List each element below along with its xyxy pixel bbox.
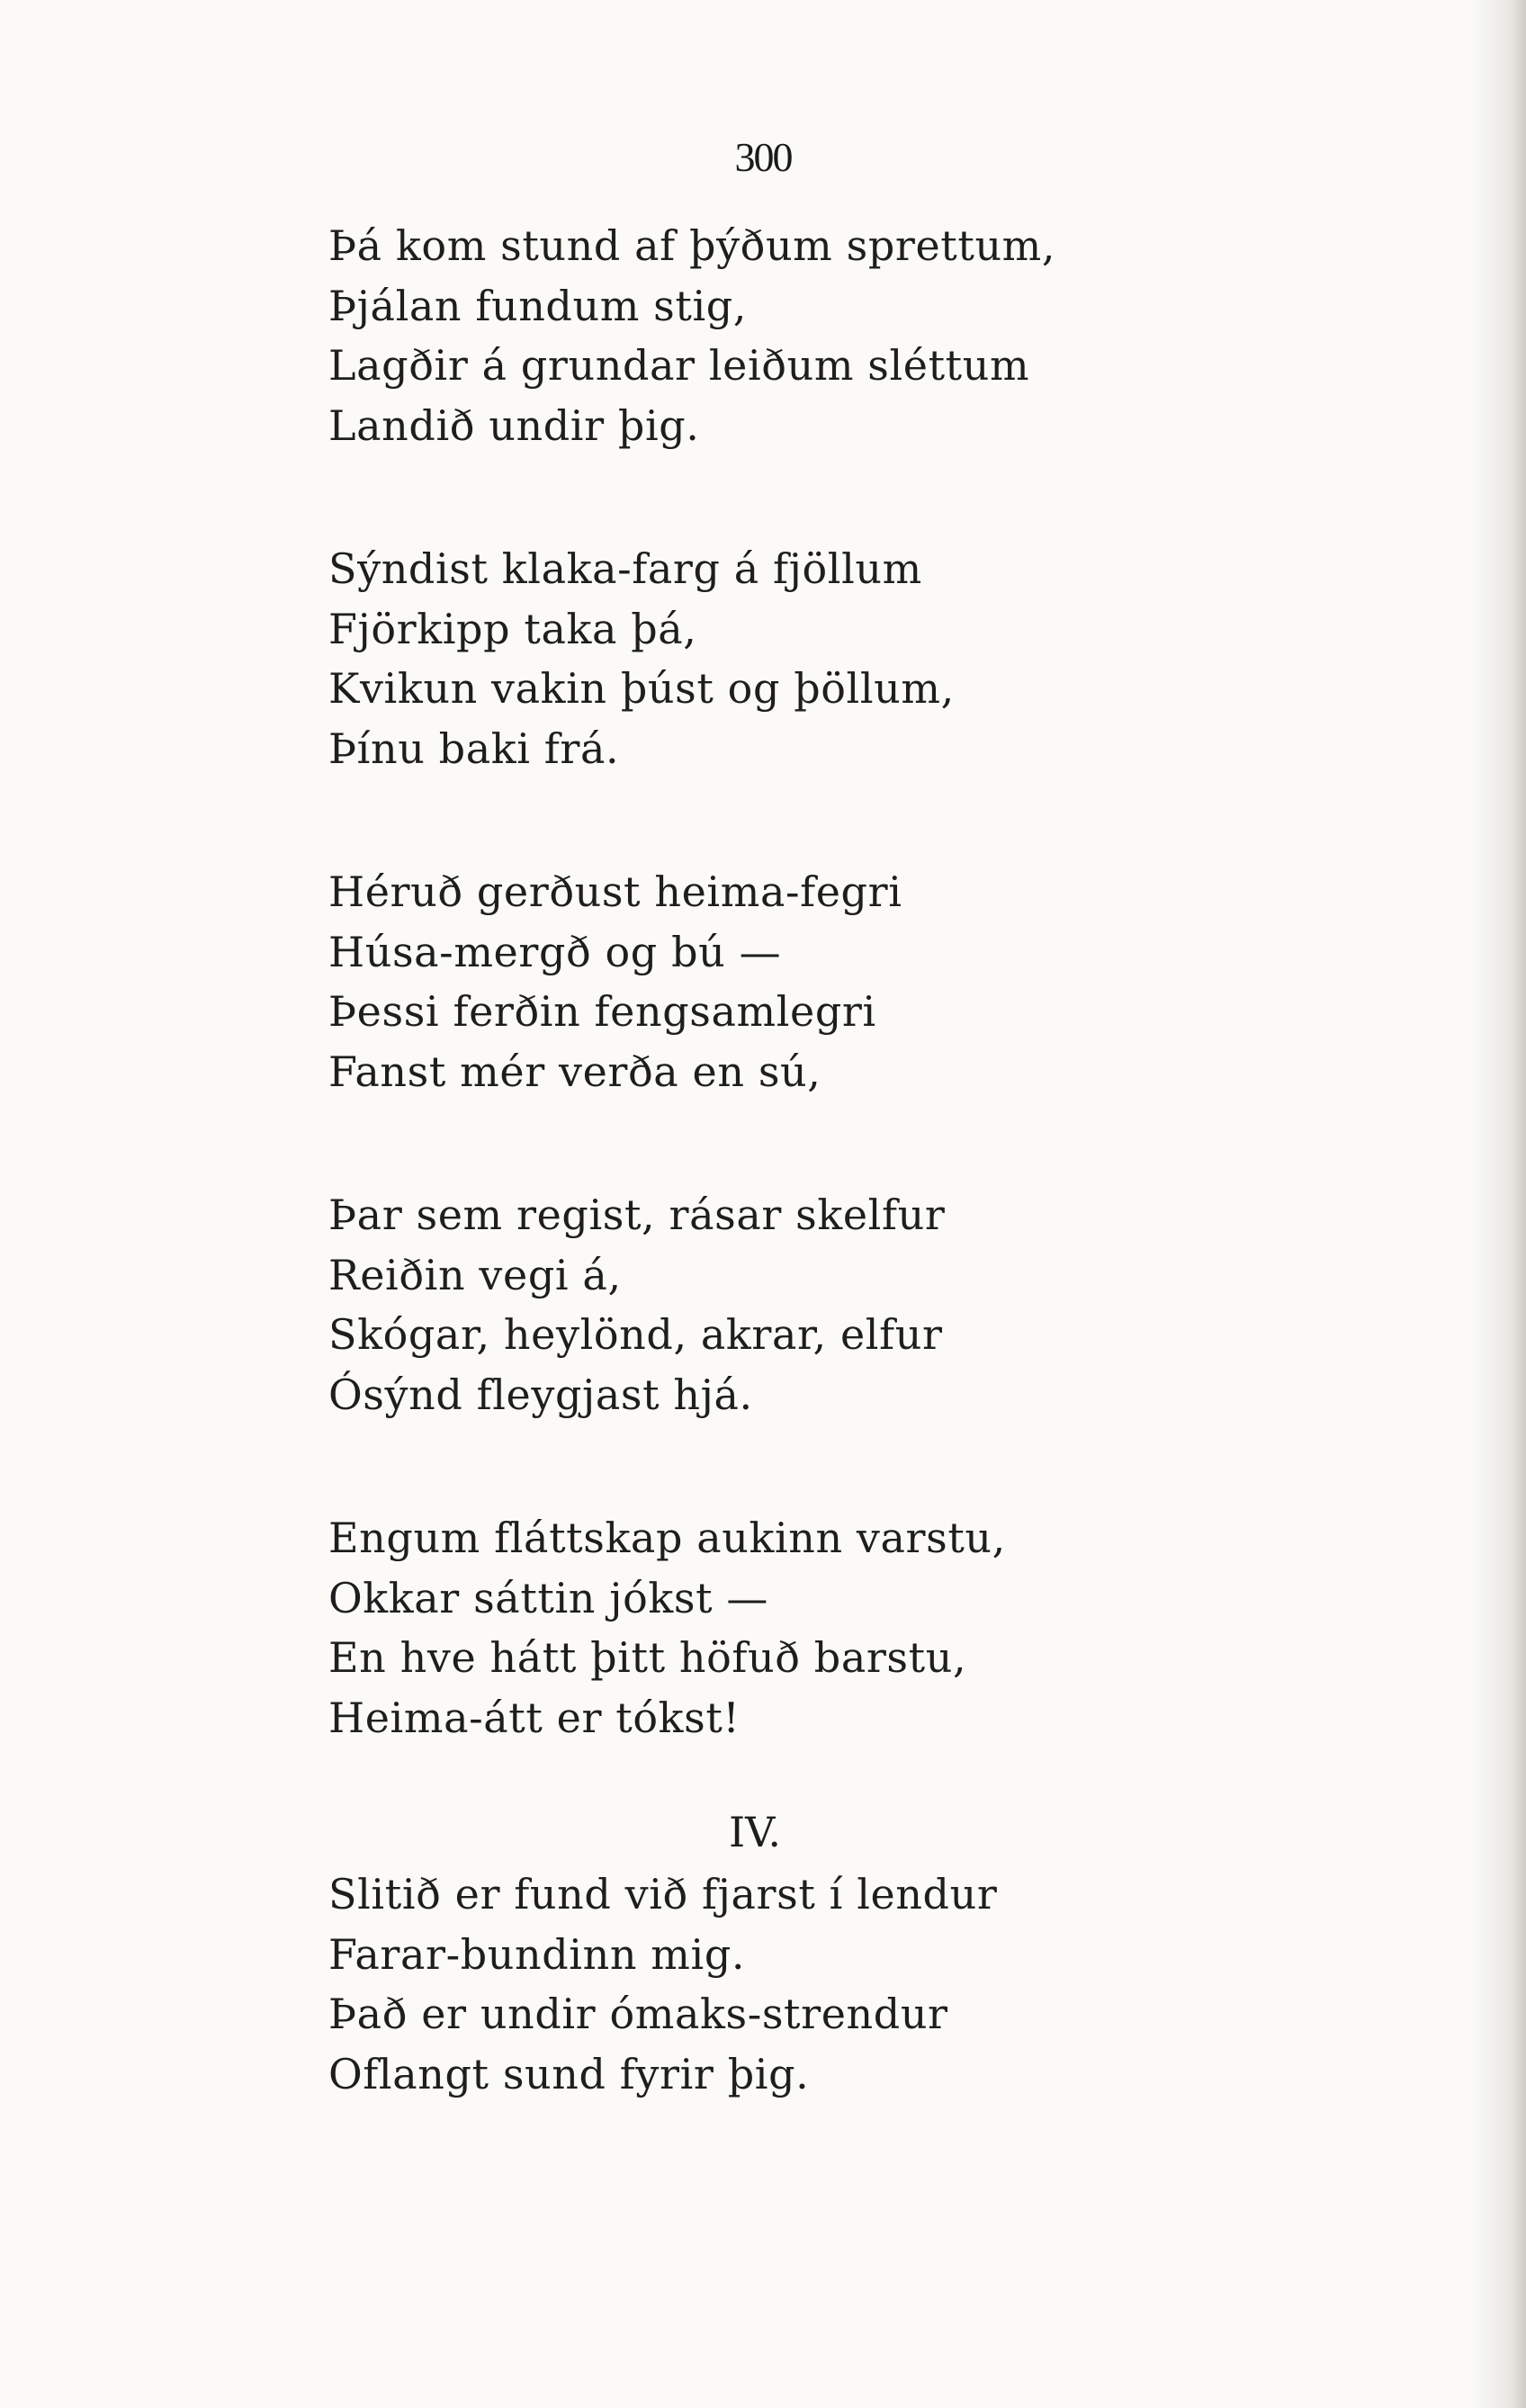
poem-line: Það er undir ómaks-strendur [328,1990,948,2038]
section-heading: IV. [729,1808,781,1856]
poem-line: Oflangt sund fyrir þig. [328,2049,810,2098]
poem-line: Fjörkipp taka þá, [328,604,697,653]
page-number: 300 [734,134,792,180]
poem-line: Lagðir á grundar leiðum sléttum [328,341,1030,390]
poem-line: Sýndist klaka-farg á fjöllum [328,544,922,593]
poem-line: Þínu baki frá. [328,723,620,773]
poem-line: Heima-átt er tókst! [328,1693,741,1742]
poem-line: Þjálan fundum stig, [328,281,748,330]
poem-line: Engum fláttskap aukinn varstu, [328,1514,1006,1562]
stanza-3 [328,862,1363,1101]
stanza-4 [328,1185,1363,1424]
poem-line: Skógar, heylönd, akrar, elfur [328,1310,943,1359]
section-stanza-1 [328,1864,1363,2104]
poem-line: Okkar sáttin jókst — [328,1573,769,1622]
poem-line: Fanst mér verða en sú, [328,1047,821,1096]
poem-line: Landið undir þig. [328,400,700,450]
poem-line: Héruð gerðust heima-fegri [328,867,902,916]
poem-line: Ósýnd fleygjast hjá. [328,1370,753,1419]
poem-line: Þá kom stund af þýðum sprettum, [328,221,1056,270]
poem-line: Reiðin vegi á, [328,1250,622,1299]
stanza-1 [328,216,1363,455]
poem-line: Þessi ferðin fengsamlegri [328,987,876,1036]
poem-line: Farar-bundinn mig. [328,1929,746,1979]
poem-line: Slitið er fund við fjarst í lendur [328,1870,998,1918]
stanza-2 [328,539,1363,778]
poem-line: Þar sem regist, rásar skelfur [328,1191,946,1239]
poem-line: Húsa-mergð og bú — [328,927,782,976]
stanza-5 [328,1508,1363,1748]
page-gutter-shadow [1472,0,1526,2408]
poem-line: Kvikun vakin þúst og þöllum, [328,664,955,713]
poem-body [328,216,1363,2104]
poem-line: En hve hátt þitt höfuð barstu, [328,1633,967,1682]
